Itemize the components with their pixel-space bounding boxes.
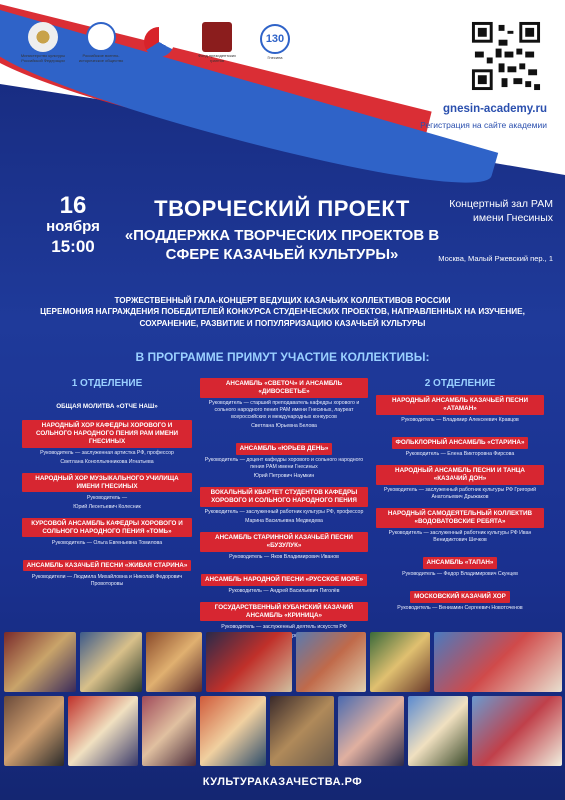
ensemble-photo (4, 632, 76, 692)
list-item (376, 431, 544, 458)
ensemble-photo (296, 632, 366, 692)
ensemble-photo (4, 696, 64, 766)
registration-note: Регистрация на сайте академии (420, 120, 547, 130)
venue: Концертный зал РАМ имени Гнесиных (449, 198, 553, 225)
ensemble-photo (434, 632, 562, 692)
ensemble-leader: Руководитель — Андрей Васильевич Пиголёв (228, 587, 340, 594)
program-column-2 (200, 378, 368, 647)
ensemble-leader: Руководитель — заслуженный работник культуры РФ Григорий Анатольевич Дрыжаков (383, 486, 537, 500)
ensemble-photo (408, 696, 468, 766)
ensemble-name: ОБЩАЯ МОЛИТВА «ОТЧЕ НАШ» (56, 403, 158, 410)
gnesin-130-logo: 130 Гнесина (252, 20, 298, 66)
list-item (22, 473, 192, 511)
list-item (22, 554, 192, 588)
ensemble-name: КУРСОВОЙ АНСАМБЛЬ КАФЕДРЫ ХОРОВОГО И СОЛЬНОГО НАРОДНОГО ПЕНИЯ «ТОМЬ» (22, 518, 192, 538)
ensemble-name: НАРОДНЫЙ ХОР МУЗЫКАЛЬНОГО УЧИЛИЩА ИМЕНИ ГНЕСИНЫХ (22, 473, 192, 493)
list-item (22, 395, 192, 413)
ensemble-leader-role: Руководитель — заслуженный работник культуры РФ, профессор (204, 508, 364, 515)
ensemble-leader: Марина Васильевна Медведева (245, 517, 323, 524)
ensemble-name: ФОЛЬКЛОРНЫЙ АНСАМБЛЬ «СТАРИНА» (392, 437, 529, 449)
ensemble-leader: Руководитель — Владимир Алексеевич Кравцов (401, 416, 519, 423)
list-item (376, 551, 544, 578)
presidential-grants-foundation-logo: Фонд президентских грантов (194, 20, 240, 66)
ensemble-name: АНСАМБЛЬ «ТАПАН» (423, 557, 498, 569)
dancer-emblem-logo (136, 20, 182, 66)
list-item (376, 465, 544, 501)
page-title: ТВОРЧЕСКИЙ ПРОЕКТ (154, 196, 410, 221)
ensemble-leader-role: Руководитель — доцент кафедры хорового и сольного народного пения РАМ имени Гнесиных (204, 456, 364, 470)
photo-collage (0, 632, 565, 768)
ensemble-leader-role: Руководитель — заслуженный деятель искусств РФ (221, 623, 347, 630)
ensemble-leader: Светлана Конопльянникова Игнатьева (60, 458, 154, 465)
ministry-culture-logo: Министерство культуры Российской Федерации (20, 20, 66, 66)
page-subtitle: «ПОДДЕРЖКА ТВОРЧЕСКИХ ПРОЕКТОВ В СФЕРЕ КАЗАЧЬЕЙ КУЛЬТУРЫ» (124, 227, 440, 263)
qr-code[interactable] (466, 16, 546, 96)
ensemble-photo (370, 632, 430, 692)
list-item (22, 518, 192, 547)
ensemble-leader-role: Руководитель — (86, 494, 128, 501)
ensemble-name: НАРОДНЫЙ АНСАМБЛЬ ПЕСНИ И ТАНЦА «КАЗАЧИЙ ДОН» (376, 465, 544, 485)
list-item (376, 508, 544, 544)
program-heading: В ПРОГРАММЕ ПРИМУТ УЧАСТИЕ КОЛЛЕКТИВЫ: (135, 350, 430, 364)
ensemble-leader: Руководитель — Ольга Евгеньевна Томилова (51, 539, 163, 546)
ensemble-photo (142, 696, 196, 766)
ensemble-photo (200, 696, 266, 766)
ensemble-name: АНСАМБЛЬ «СВЕТОЧ» И АНСАМБЛЬ «ДИВОСВЕТЬЕ» (200, 378, 368, 398)
russian-military-historical-society-logo: Российское военно-историческое общество (78, 20, 124, 66)
ensemble-leader: Руководитель — Елена Викторовна Фирсова (405, 450, 515, 457)
list-item (200, 378, 368, 430)
ensemble-name: НАРОДНЫЙ ХОР КАФЕДРЫ ХОРОВОГО И СОЛЬНОГО НАРОДНОГО ПЕНИЯ РАМ ИМЕНИ ГНЕСИНЫХ (22, 420, 192, 448)
list-item (200, 568, 368, 595)
ensemble-leader-role: Руководитель — старший преподаватель кафедры хорового и сольного народного пения РАМ имени Гнесиных, лауреат всероссийских и международных конкурсов (208, 399, 360, 420)
ensemble-leader-role: Руководитель — заслуженная артистка РФ, профессор (40, 449, 174, 456)
ensemble-leader: Руководитель — заслуженный работник культуры РФ Иван Венидиктович Шечков (388, 529, 532, 543)
date-time: 15:00 (51, 237, 95, 256)
description-line-3: СОХРАНЕНИЕ, РАЗВИТИЕ И ПОПУЛЯРИЗАЦИЮ КАЗАЧЬЕЙ КУЛЬТУРЫ (139, 318, 426, 328)
list-item (22, 420, 192, 466)
list-item (376, 395, 544, 424)
ensemble-name: МОСКОВСКИЙ КАЗАЧИЙ ХОР (410, 591, 510, 603)
list-item (376, 585, 544, 612)
ensemble-photo (146, 632, 202, 692)
ensemble-name: НАРОДНЫЙ САМОДЕЯТЕЛЬНЫЙ КОЛЛЕКТИВ «ВОДОВАТОВСКИЕ РЕБЯТА» (376, 508, 544, 528)
ensemble-leader: Юрий Петрович Наумкин (253, 472, 315, 479)
partner-logos (20, 15, 310, 70)
ensemble-photo (68, 696, 138, 766)
description-line-2: ЦЕРЕМОНИЯ НАГРАЖДЕНИЯ ПОБЕДИТЕЛЕЙ КОНКУРСА СТУДЕНЧЕСКИХ ПРОЕКТОВ, НАПРАВЛЕННЫХ НА ИЗУЧЕНИЕ, (40, 307, 525, 317)
program-column-3 (376, 378, 544, 619)
ensemble-name: АНСАМБЛЬ КАЗАЧЬЕЙ ПЕСНИ «ЖИВАЯ СТАРИНА» (23, 560, 192, 572)
date-day: 16 (59, 192, 87, 219)
ensemble-leader: Руководитель — Федор Владимирович Скунцев (402, 570, 518, 577)
ensemble-name: ВОКАЛЬНЫЙ КВАРТЕТ СТУДЕНТОВ КАФЕДРЫ ХОРОВОГО И СОЛЬНОГО НАРОДНОГО ПЕНИЯ (200, 487, 368, 507)
list-item (200, 532, 368, 561)
qr-code-icon (469, 19, 543, 93)
ensemble-name: НАРОДНЫЙ АНСАМБЛЬ КАЗАЧЬЕЙ ПЕСНИ «АТАМАН» (376, 395, 544, 415)
ensemble-photo (472, 696, 562, 766)
ensemble-leader: Руководители — Людмила Михайловна и Николай Федорович Провоторовы (31, 573, 183, 587)
event-description (20, 295, 545, 329)
ensemble-photo (206, 632, 292, 692)
section-title: 1 ОТДЕЛЕНИЕ (71, 378, 143, 389)
date-month: ноября (46, 218, 100, 235)
footer-link[interactable]: КУЛЬТУРАКАЗАЧЕСТВА.РФ (202, 776, 363, 788)
section-title: 2 ОТДЕЛЕНИЕ (424, 378, 496, 389)
ensemble-leader: Руководитель — Яков Владимирович Иванов (229, 553, 339, 560)
list-item (200, 487, 368, 525)
program-column-1 (22, 378, 192, 595)
ensemble-photo (270, 696, 334, 766)
ensemble-photo (80, 632, 142, 692)
list-item (200, 437, 368, 480)
ensemble-leader: Руководитель — Вениамин Сергеевич Новоточенов (397, 604, 523, 611)
description-line-1: ТОРЖЕСТВЕННЫЙ ГАЛА-КОНЦЕРТ ВЕДУЩИХ КАЗАЧЬИХ КОЛЛЕКТИВОВ РОССИИ (114, 296, 451, 305)
ensemble-name: АНСАМБЛЬ СТАРИННОЙ КАЗАЧЬЕЙ ПЕСНИ «БУЗУЛУК» (200, 532, 368, 552)
ensemble-leader: Светлана Юрьевна Белова (251, 422, 317, 429)
event-date (28, 192, 118, 257)
ensemble-photo (338, 696, 404, 766)
ensemble-leader: Юрий Леонтьевич Колесник (73, 503, 141, 510)
venue-address: Москва, Малый Ржевский пер., 1 (438, 254, 553, 263)
site-link[interactable]: gnesin-academy.ru (443, 103, 547, 115)
ensemble-name: АНСАМБЛЬ «ЮРЬЕВ ДЕНЬ» (236, 443, 333, 455)
title-block (112, 196, 452, 265)
ensemble-name: АНСАМБЛЬ НАРОДНОЙ ПЕСНИ «РУССКОЕ МОРЕ» (201, 574, 367, 586)
ensemble-name: ГОСУДАРСТВЕННЫЙ КУБАНСКИЙ КАЗАЧИЙ АНСАМБЛЬ «КРИНИЦА» (200, 602, 368, 622)
